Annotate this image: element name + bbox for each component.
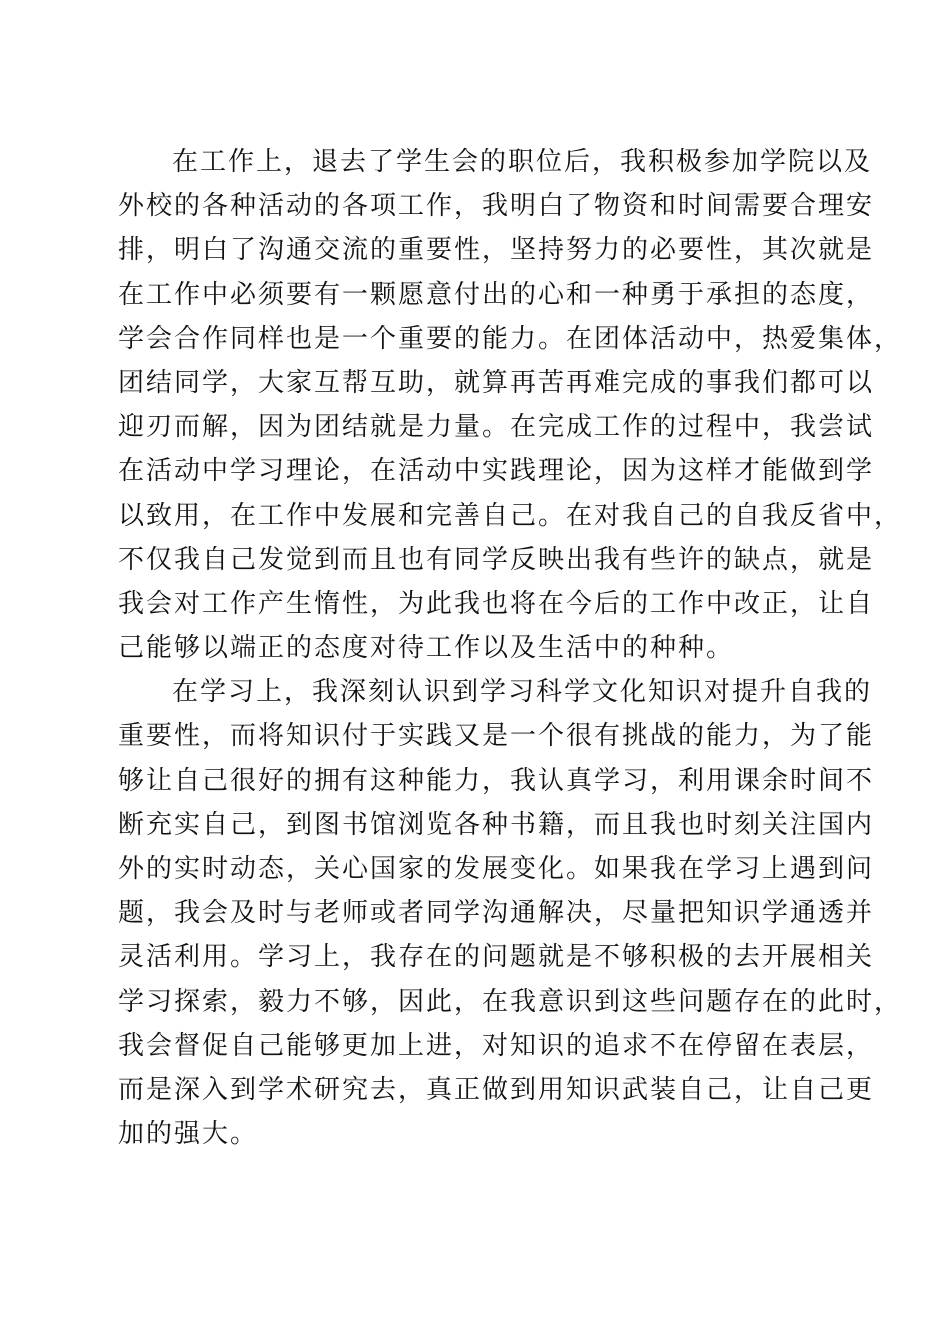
text-line: 我会督促自己能够更加上进，对知识的追求不在停留在表层，: [118, 1030, 875, 1061]
text-line: 在活动中学习理论，在活动中实践理论，因为这样才能做到学: [118, 456, 875, 487]
document-body: [118, 140, 903, 1156]
text-line: 学习探索，毅力不够，因此，在我意识到这些问题存在的此时，: [118, 986, 903, 1017]
text-line: 学会合作同样也是一个重要的能力。在团体活动中，热爱集体，: [118, 323, 903, 354]
text-line: 题，我会及时与老师或者同学沟通解决，尽量把知识学通透并: [118, 898, 875, 929]
text-line: 团结同学，大家互帮互助，就算再苦再难完成的事我们都可以: [118, 367, 875, 398]
text-line: 我会对工作产生惰性，为此我也将在今后的工作中改正，让自: [118, 588, 875, 619]
text-line: 不仅我自己发觉到而且也有同学反映出我有些许的缺点，就是: [118, 544, 875, 575]
text-line: 重要性，而将知识付于实践又是一个很有挑战的能力，为了能: [118, 721, 875, 752]
text-line: 在工作上，退去了学生会的职位后，我积极参加学院以及: [172, 147, 873, 177]
text-line: 己能够以端正的态度对待工作以及生活中的种种。: [118, 633, 735, 664]
text-line: 在学习上，我深刻认识到学习科学文化知识对提升自我的: [172, 677, 873, 708]
text-line: 以致用，在工作中发展和完善自己。在对我自己的自我反省中，: [118, 500, 903, 531]
text-line: 在工作中必须要有一颗愿意付出的心和一种勇于承担的态度，: [118, 279, 875, 310]
paragraph-work: [118, 140, 903, 670]
text-line: 断充实自己，到图书馆浏览各种书籍，而且我也时刻关注国内: [118, 809, 875, 840]
text-line: 够让自己很好的拥有这种能力，我认真学习，利用课余时间不: [118, 765, 875, 796]
text-line: 加的强大。: [118, 1119, 259, 1150]
paragraph-study: [118, 670, 903, 1156]
text-line: 迎刃而解，因为团结就是力量。在完成工作的过程中，我尝试: [118, 412, 875, 443]
text-line: 而是深入到学术研究去，真正做到用知识武装自己，让自己更: [118, 1074, 875, 1105]
text-line: 外的实时动态，关心国家的发展变化。如果我在学习上遇到问: [118, 854, 875, 884]
text-line: 排，明白了沟通交流的重要性，坚持努力的必要性，其次就是: [118, 235, 875, 266]
text-line: 灵活利用。学习上，我存在的问题就是不够积极的去开展相关: [118, 942, 875, 973]
text-line: 外校的各种活动的各项工作，我明白了物资和时间需要合理安: [118, 191, 875, 222]
